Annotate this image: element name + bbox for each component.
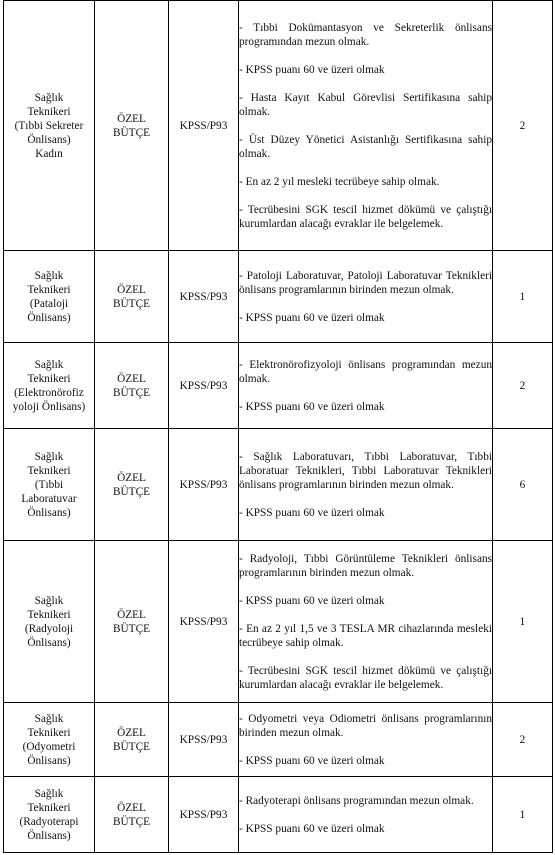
position-count-cell: 1: [493, 251, 553, 343]
budget-line: BÜTÇE: [112, 740, 151, 753]
exam-cell: KPSS/P93: [169, 777, 239, 853]
position-count-cell: 2: [493, 1, 553, 251]
position-title-line: Teknikeri: [27, 464, 71, 477]
budget-line: ÖZEL: [117, 608, 146, 621]
requirement-item: - Sağlık Laboratuvarı, Tıbbi Laboratuvar, Tıbbi Laboratuar Teknikleri, Tıbbi Laboratuvar Teknikleri önlisans programlarının birinden mezun olmak.: [239, 450, 492, 491]
position-title-line: (Pataloji: [29, 297, 69, 310]
exam-cell: KPSS/P93: [169, 343, 239, 429]
budget-cell: [95, 251, 169, 343]
budget-line: BÜTÇE: [112, 622, 151, 635]
table-row: [4, 343, 553, 429]
budget-cell: [95, 703, 169, 777]
budget-line: ÖZEL: [117, 112, 146, 125]
position-title-line: (Odyometri: [22, 740, 76, 753]
budget-line: ÖZEL: [117, 801, 146, 814]
position-title-line: (Radyoloji: [24, 622, 74, 635]
table-row: [4, 777, 553, 853]
table-row: [4, 1, 553, 251]
budget-cell: [95, 541, 169, 703]
requirement-item: - En az 2 yıl 1,5 ve 3 TESLA MR cihazlarında mesleki tecrübeye sahip olmak.: [239, 622, 492, 649]
table-row: [4, 703, 553, 777]
position-title-line: Önlisans): [27, 636, 71, 649]
requirement-item: - KPSS puanı 60 ve üzeri olmak: [239, 594, 385, 607]
position-title-line: Kadın: [35, 147, 63, 160]
position-title-line: yoloji Önlisans): [12, 400, 86, 413]
position-count-cell: 2: [493, 703, 553, 777]
budget-line: ÖZEL: [117, 471, 146, 484]
position-title-cell: [4, 429, 95, 541]
budget-line: BÜTÇE: [112, 297, 151, 310]
requirements-cell: [239, 251, 493, 343]
position-count-cell: 1: [493, 541, 553, 703]
position-title-line: (Tıbbi: [34, 478, 64, 491]
requirement-item: - Radyoterapi önlisans programından mezun olmak.: [239, 794, 474, 807]
exam-cell: KPSS/P93: [169, 1, 239, 251]
positions-table-body: [4, 1, 553, 853]
requirement-item: - Radyoloji, Tıbbi Görüntüleme Teknikleri önlisans programlarının birinden mezun olmak.: [239, 552, 492, 579]
exam-cell: KPSS/P93: [169, 703, 239, 777]
position-title-line: Önlisans): [27, 506, 71, 519]
position-title-cell: [4, 251, 95, 343]
position-title-line: Teknikeri: [27, 726, 71, 739]
positions-table: [3, 0, 553, 853]
budget-line: ÖZEL: [117, 372, 146, 385]
budget-cell: [95, 777, 169, 853]
position-title-line: Sağlık: [34, 358, 64, 371]
position-title-line: Teknikeri: [27, 105, 71, 118]
exam-cell: KPSS/P93: [169, 251, 239, 343]
requirement-item: - KPSS puanı 60 ve üzeri olmak: [239, 400, 385, 413]
budget-line: ÖZEL: [117, 726, 146, 739]
position-title-line: Teknikeri: [27, 283, 71, 296]
budget-cell: [95, 1, 169, 251]
position-count-cell: 2: [493, 343, 553, 429]
requirements-cell: [239, 541, 493, 703]
requirement-item: - KPSS puanı 60 ve üzeri olmak: [239, 822, 385, 835]
position-count-cell: 1: [493, 777, 553, 853]
budget-line: BÜTÇE: [112, 485, 151, 498]
position-title-line: Önlisans): [27, 311, 71, 324]
budget-line: ÖZEL: [117, 283, 146, 296]
requirements-cell: [239, 777, 493, 853]
budget-line: BÜTÇE: [112, 815, 151, 828]
budget-cell: [95, 343, 169, 429]
exam-cell: KPSS/P93: [169, 429, 239, 541]
position-title-cell: [4, 1, 95, 251]
requirements-cell: [239, 703, 493, 777]
position-title-line: Sağlık: [34, 269, 64, 282]
position-title-line: Önlisans): [27, 754, 71, 767]
requirements-cell: [239, 1, 493, 251]
budget-line: BÜTÇE: [112, 386, 151, 399]
requirement-item: - Hasta Kayıt Kabul Görevlisi Sertifikasına sahip olmak.: [239, 91, 492, 118]
position-title-line: (Elektronörofiz: [14, 386, 84, 399]
requirement-item: - Tıbbi Dokümantasyon ve Sekreterlik önlisans programından mezun olmak.: [239, 21, 492, 48]
position-title-line: Önlisans): [27, 829, 71, 842]
position-count-cell: 6: [493, 429, 553, 541]
position-title-cell: [4, 541, 95, 703]
position-title-line: Sağlık: [34, 91, 64, 104]
requirement-item: - Patoloji Laboratuvar, Patoloji Laboratuvar Teknikleri önlisans programlarının birinden mezun olmak.: [239, 269, 492, 296]
position-title-cell: [4, 703, 95, 777]
position-title-line: Sağlık: [34, 594, 64, 607]
position-title-line: Sağlık: [34, 787, 64, 800]
requirements-cell: [239, 429, 493, 541]
budget-cell: [95, 429, 169, 541]
table-row: [4, 541, 553, 703]
requirement-item: - KPSS puanı 60 ve üzeri olmak: [239, 754, 385, 767]
table-row: [4, 429, 553, 541]
position-title-line: Laboratuvar: [21, 492, 77, 505]
table-row: [4, 251, 553, 343]
position-title-cell: [4, 777, 95, 853]
requirement-item: - KPSS puanı 60 ve üzeri olmak: [239, 506, 385, 519]
position-title-line: Teknikeri: [27, 801, 71, 814]
exam-cell: KPSS/P93: [169, 541, 239, 703]
requirement-item: - KPSS puanı 60 ve üzeri olmak: [239, 63, 385, 76]
requirement-item: - Tecrübesini SGK tescil hizmet dökümü ve çalıştığı kurumlardan alacağı evraklar ile belgelemek.: [239, 203, 492, 230]
requirement-item: - En az 2 yıl mesleki tecrübeye sahip olmak.: [239, 175, 440, 188]
position-title-line: Sağlık: [34, 450, 64, 463]
budget-line: BÜTÇE: [112, 126, 151, 139]
requirement-item: - Odyometri veya Odiometri önlisans programlarının birinden mezun olmak.: [239, 712, 492, 739]
position-title-line: Sağlık: [34, 712, 64, 725]
position-title-line: Önlisans): [27, 133, 71, 146]
position-title-line: (Tıbbi Sekreter: [14, 119, 84, 132]
requirement-item: - Elektronörofizyoloji önlisans programından mezun olmak.: [239, 358, 492, 385]
position-title-cell: [4, 343, 95, 429]
requirements-cell: [239, 343, 493, 429]
position-title-line: (Radyoterapi: [19, 815, 79, 828]
requirement-item: - Tecrübesini SGK tescil hizmet dökümü ve çalıştığı kurumlardan alacağı evraklar ile belgelemek.: [239, 664, 492, 691]
position-title-line: Teknikeri: [27, 608, 71, 621]
position-title-line: Teknikeri: [27, 372, 71, 385]
requirement-item: - KPSS puanı 60 ve üzeri olmak: [239, 311, 385, 324]
requirement-item: - Üst Düzey Yönetici Asistanlığı Sertifikasına sahip olmak.: [239, 133, 492, 160]
